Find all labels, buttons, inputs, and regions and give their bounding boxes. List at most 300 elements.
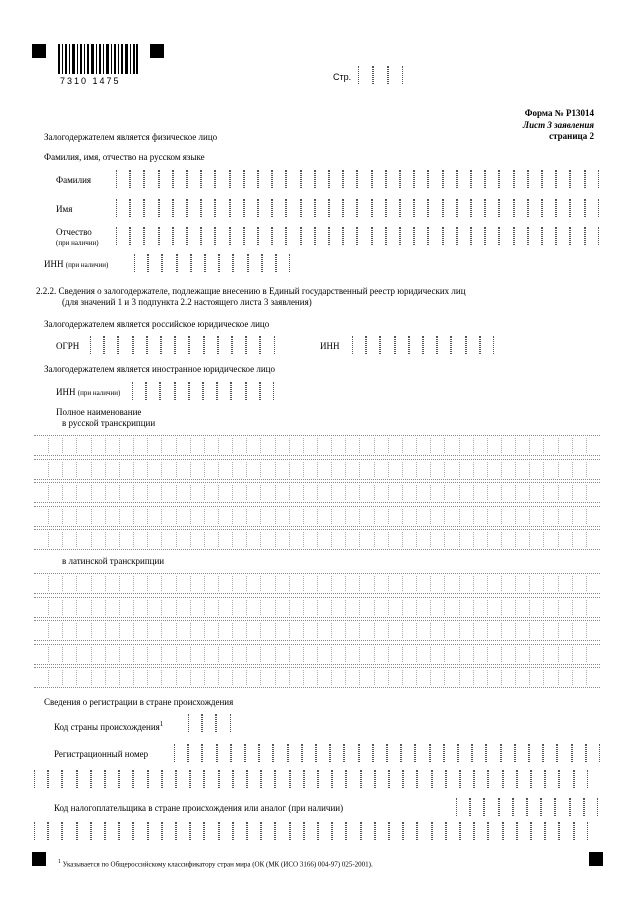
char-cell[interactable]: [286, 227, 300, 245]
char-cell[interactable]: [403, 822, 417, 840]
char-cell[interactable]: [414, 199, 428, 217]
char-cell[interactable]: [217, 382, 231, 400]
char-cell[interactable]: [133, 336, 147, 354]
char-cell[interactable]: [343, 199, 357, 217]
country-code-field[interactable]: [188, 714, 233, 732]
char-cell[interactable]: [460, 822, 474, 840]
char-cell[interactable]: [458, 744, 472, 762]
char-cell[interactable]: [116, 170, 130, 188]
char-cell[interactable]: [118, 336, 132, 354]
char-cell[interactable]: [130, 170, 144, 188]
char-cell[interactable]: [190, 770, 204, 788]
char-cell[interactable]: [301, 227, 315, 245]
char-cell[interactable]: [329, 227, 343, 245]
char-cell[interactable]: [330, 744, 344, 762]
char-cell[interactable]: [146, 382, 160, 400]
char-cell[interactable]: [275, 770, 289, 788]
char-cell[interactable]: [259, 744, 273, 762]
char-cell[interactable]: [162, 822, 176, 840]
char-cell[interactable]: [557, 744, 571, 762]
char-cell[interactable]: [389, 822, 403, 840]
char-cell[interactable]: [474, 770, 488, 788]
reg-number-field-continued[interactable]: [34, 770, 600, 788]
char-cell[interactable]: [346, 822, 360, 840]
char-cell[interactable]: [133, 822, 147, 840]
char-cell[interactable]: [400, 170, 414, 188]
char-cell[interactable]: [457, 199, 471, 217]
char-cell[interactable]: [386, 227, 400, 245]
russian-entity-inn-field[interactable]: [352, 336, 494, 354]
char-cell[interactable]: [545, 770, 559, 788]
reg-number-field[interactable]: [174, 744, 600, 762]
char-cell[interactable]: [91, 770, 105, 788]
char-cell[interactable]: [570, 798, 584, 816]
char-cell[interactable]: [262, 254, 276, 272]
char-cell[interactable]: [486, 744, 500, 762]
char-cell[interactable]: [272, 199, 286, 217]
char-cell[interactable]: [528, 170, 542, 188]
char-cell[interactable]: [302, 744, 316, 762]
char-cell[interactable]: [177, 254, 191, 272]
char-cell[interactable]: [375, 770, 389, 788]
taxpayer-code-field[interactable]: [456, 798, 600, 816]
char-cell[interactable]: [528, 227, 542, 245]
char-cell[interactable]: [357, 199, 371, 217]
char-cell[interactable]: [409, 336, 423, 354]
char-cell[interactable]: [503, 822, 517, 840]
transcription-row[interactable]: [34, 435, 600, 456]
char-cell[interactable]: [372, 227, 386, 245]
char-cell[interactable]: [415, 744, 429, 762]
char-cell[interactable]: [246, 382, 260, 400]
char-cell[interactable]: [423, 336, 437, 354]
char-cell[interactable]: [187, 170, 201, 188]
char-cell[interactable]: [474, 822, 488, 840]
char-cell[interactable]: [542, 199, 556, 217]
char-cell[interactable]: [443, 227, 457, 245]
char-cell[interactable]: [318, 822, 332, 840]
char-cell[interactable]: [202, 714, 216, 732]
char-cell[interactable]: [531, 822, 545, 840]
char-cell[interactable]: [159, 170, 173, 188]
char-cell[interactable]: [389, 770, 403, 788]
char-cell[interactable]: [245, 744, 259, 762]
char-cell[interactable]: [343, 170, 357, 188]
char-cell[interactable]: [288, 744, 302, 762]
char-cell[interactable]: [160, 382, 174, 400]
char-cell[interactable]: [204, 770, 218, 788]
char-cell[interactable]: [148, 770, 162, 788]
char-cell[interactable]: [204, 822, 218, 840]
char-cell[interactable]: [134, 254, 148, 272]
char-cell[interactable]: [556, 227, 570, 245]
char-cell[interactable]: [517, 822, 531, 840]
char-cell[interactable]: [244, 170, 258, 188]
char-cell[interactable]: [261, 770, 275, 788]
char-cell[interactable]: [188, 714, 202, 732]
char-cell[interactable]: [173, 227, 187, 245]
char-cell[interactable]: [62, 770, 76, 788]
char-cell[interactable]: [466, 336, 480, 354]
char-cell[interactable]: [48, 822, 62, 840]
char-cell[interactable]: [275, 822, 289, 840]
char-cell[interactable]: [232, 336, 246, 354]
char-cell[interactable]: [531, 770, 545, 788]
char-cell[interactable]: [344, 744, 358, 762]
char-cell[interactable]: [205, 254, 219, 272]
char-cell[interactable]: [515, 744, 529, 762]
char-cell[interactable]: [443, 170, 457, 188]
char-cell[interactable]: [372, 199, 386, 217]
char-cell[interactable]: [315, 227, 329, 245]
char-cell[interactable]: [246, 336, 260, 354]
char-cell[interactable]: [175, 336, 189, 354]
char-cell[interactable]: [133, 770, 147, 788]
char-cell[interactable]: [90, 336, 104, 354]
char-cell[interactable]: [488, 770, 502, 788]
char-cell[interactable]: [260, 336, 274, 354]
char-cell[interactable]: [529, 744, 543, 762]
char-cell[interactable]: [361, 822, 375, 840]
char-cell[interactable]: [501, 744, 515, 762]
char-cell[interactable]: [189, 382, 203, 400]
char-cell[interactable]: [444, 744, 458, 762]
char-cell[interactable]: [451, 336, 465, 354]
char-cell[interactable]: [401, 744, 415, 762]
char-cell[interactable]: [456, 798, 470, 816]
char-cell[interactable]: [215, 227, 229, 245]
russian-transcription-label: в русской транскрипции: [62, 418, 156, 428]
char-cell[interactable]: [34, 822, 48, 840]
char-cell[interactable]: [248, 254, 262, 272]
char-cell[interactable]: [513, 798, 527, 816]
char-cell[interactable]: [276, 254, 290, 272]
char-cell[interactable]: [132, 382, 146, 400]
char-cell[interactable]: [260, 382, 274, 400]
char-cell[interactable]: [286, 170, 300, 188]
char-cell[interactable]: [191, 254, 205, 272]
char-cell[interactable]: [570, 199, 584, 217]
char-cell[interactable]: [230, 170, 244, 188]
transcription-row[interactable]: [34, 620, 600, 641]
cell-divider: [232, 576, 233, 591]
char-cell[interactable]: [585, 199, 599, 217]
cell-divider: [62, 576, 63, 591]
char-cell[interactable]: [187, 227, 201, 245]
char-cell[interactable]: [189, 336, 203, 354]
char-cell[interactable]: [173, 170, 187, 188]
char-cell[interactable]: [144, 227, 158, 245]
char-cell[interactable]: [301, 199, 315, 217]
char-cell[interactable]: [116, 199, 130, 217]
char-cell[interactable]: [572, 744, 586, 762]
char-cell[interactable]: [585, 170, 599, 188]
char-cell[interactable]: [484, 798, 498, 816]
char-cell[interactable]: [585, 227, 599, 245]
char-cell[interactable]: [119, 822, 133, 840]
char-cell[interactable]: [403, 770, 417, 788]
transcription-row[interactable]: [34, 459, 600, 480]
cell-divider: [303, 600, 304, 615]
char-cell[interactable]: [175, 382, 189, 400]
char-cell[interactable]: [570, 227, 584, 245]
char-cell[interactable]: [130, 199, 144, 217]
ogrn-field[interactable]: [90, 336, 276, 354]
transcription-row[interactable]: [34, 506, 600, 527]
char-cell[interactable]: [586, 744, 600, 762]
char-cell[interactable]: [542, 170, 556, 188]
transcription-row[interactable]: [34, 644, 600, 665]
char-cell[interactable]: [386, 170, 400, 188]
char-cell[interactable]: [357, 170, 371, 188]
char-cell[interactable]: [446, 770, 460, 788]
char-cell[interactable]: [244, 199, 258, 217]
char-cell[interactable]: [471, 227, 485, 245]
char-cell[interactable]: [437, 336, 451, 354]
char-cell[interactable]: [301, 170, 315, 188]
patronymic-field[interactable]: [116, 227, 600, 245]
char-cell[interactable]: [258, 199, 272, 217]
char-cell[interactable]: [366, 336, 380, 354]
char-cell[interactable]: [514, 199, 528, 217]
char-cell[interactable]: [144, 170, 158, 188]
char-cell[interactable]: [187, 199, 201, 217]
char-cell[interactable]: [472, 744, 486, 762]
char-cell[interactable]: [176, 822, 190, 840]
char-cell[interactable]: [201, 170, 215, 188]
char-cell[interactable]: [372, 170, 386, 188]
char-cell[interactable]: [542, 227, 556, 245]
char-cell[interactable]: [215, 199, 229, 217]
char-cell[interactable]: [273, 744, 287, 762]
char-cell[interactable]: [77, 822, 91, 840]
char-cell[interactable]: [34, 770, 48, 788]
name-field[interactable]: [116, 199, 600, 217]
char-cell[interactable]: [457, 170, 471, 188]
char-cell[interactable]: [556, 170, 570, 188]
char-cell[interactable]: [159, 199, 173, 217]
char-cell[interactable]: [428, 170, 442, 188]
char-cell[interactable]: [332, 822, 346, 840]
patronymic-note: (при наличии): [56, 239, 99, 247]
char-cell[interactable]: [304, 822, 318, 840]
char-cell[interactable]: [517, 770, 531, 788]
char-cell[interactable]: [499, 170, 513, 188]
char-cell[interactable]: [503, 770, 517, 788]
char-cell[interactable]: [48, 770, 62, 788]
char-cell[interactable]: [104, 336, 118, 354]
transcription-row[interactable]: [34, 667, 600, 688]
char-cell[interactable]: [555, 798, 569, 816]
char-cell[interactable]: [387, 744, 401, 762]
char-cell[interactable]: [105, 770, 119, 788]
char-cell[interactable]: [380, 336, 394, 354]
char-cell[interactable]: [233, 254, 247, 272]
char-cell[interactable]: [215, 170, 229, 188]
char-cell[interactable]: [316, 744, 330, 762]
char-cell[interactable]: [485, 199, 499, 217]
char-cell[interactable]: [290, 822, 304, 840]
char-cell[interactable]: [499, 199, 513, 217]
individual-inn-field[interactable]: [134, 254, 302, 272]
char-cell[interactable]: [485, 227, 499, 245]
char-cell[interactable]: [428, 199, 442, 217]
char-cell[interactable]: [528, 199, 542, 217]
char-cell[interactable]: [329, 170, 343, 188]
char-cell[interactable]: [574, 770, 588, 788]
transcription-row[interactable]: [34, 482, 600, 503]
char-cell[interactable]: [541, 798, 555, 816]
surname-field[interactable]: [116, 170, 600, 188]
char-cell[interactable]: [261, 822, 275, 840]
char-cell[interactable]: [361, 770, 375, 788]
char-cell[interactable]: [162, 770, 176, 788]
char-cell[interactable]: [543, 744, 557, 762]
transcription-row[interactable]: [34, 529, 600, 550]
char-cell[interactable]: [290, 770, 304, 788]
char-cell[interactable]: [559, 770, 573, 788]
char-cell[interactable]: [217, 744, 231, 762]
char-cell[interactable]: [162, 254, 176, 272]
char-cell[interactable]: [315, 199, 329, 217]
char-cell[interactable]: [414, 170, 428, 188]
char-cell[interactable]: [400, 227, 414, 245]
char-cell[interactable]: [499, 798, 513, 816]
char-cell[interactable]: [556, 199, 570, 217]
char-cell[interactable]: [159, 227, 173, 245]
char-cell[interactable]: [148, 822, 162, 840]
char-cell[interactable]: [428, 227, 442, 245]
char-cell[interactable]: [417, 822, 431, 840]
char-cell[interactable]: [190, 822, 204, 840]
char-cell[interactable]: [499, 227, 513, 245]
char-cell[interactable]: [352, 336, 366, 354]
char-cell[interactable]: [231, 382, 245, 400]
char-cell[interactable]: [460, 770, 474, 788]
char-cell[interactable]: [161, 336, 175, 354]
char-cell[interactable]: [201, 227, 215, 245]
cell-divider: [572, 600, 573, 615]
char-cell[interactable]: [584, 798, 598, 816]
char-cell[interactable]: [329, 199, 343, 217]
char-cell[interactable]: [417, 770, 431, 788]
char-cell[interactable]: [219, 770, 233, 788]
char-cell[interactable]: [144, 199, 158, 217]
char-cell[interactable]: [457, 227, 471, 245]
cell-divider: [543, 647, 544, 662]
char-cell[interactable]: [230, 199, 244, 217]
char-cell[interactable]: [174, 744, 188, 762]
char-cell[interactable]: [570, 170, 584, 188]
char-cell[interactable]: [527, 798, 541, 816]
char-cell[interactable]: [395, 336, 409, 354]
char-cell[interactable]: [204, 336, 218, 354]
char-cell[interactable]: [216, 714, 230, 732]
char-cell[interactable]: [77, 770, 91, 788]
char-cell[interactable]: [432, 770, 446, 788]
char-cell[interactable]: [318, 770, 332, 788]
char-cell[interactable]: [202, 744, 216, 762]
char-cell[interactable]: [373, 744, 387, 762]
char-cell[interactable]: [414, 227, 428, 245]
char-cell[interactable]: [105, 822, 119, 840]
char-cell[interactable]: [485, 170, 499, 188]
char-cell[interactable]: [272, 170, 286, 188]
foreign-entity-inn-field[interactable]: [132, 382, 276, 400]
transcription-row[interactable]: [34, 573, 600, 594]
char-cell[interactable]: [514, 170, 528, 188]
char-cell[interactable]: [233, 770, 247, 788]
char-cell[interactable]: [219, 254, 233, 272]
char-cell[interactable]: [357, 227, 371, 245]
char-cell[interactable]: [258, 227, 272, 245]
char-cell[interactable]: [430, 744, 444, 762]
char-cell[interactable]: [471, 170, 485, 188]
char-cell[interactable]: [173, 199, 187, 217]
char-cell[interactable]: [188, 744, 202, 762]
char-cell[interactable]: [375, 822, 389, 840]
cell-divider: [572, 623, 573, 638]
char-cell[interactable]: [148, 254, 162, 272]
page-number-field[interactable]: [358, 66, 403, 84]
char-cell[interactable]: [443, 199, 457, 217]
char-cell[interactable]: [346, 770, 360, 788]
char-cell[interactable]: [286, 199, 300, 217]
char-cell[interactable]: [218, 336, 232, 354]
char-cell[interactable]: [574, 822, 588, 840]
char-cell[interactable]: [480, 336, 494, 354]
char-cell[interactable]: [315, 170, 329, 188]
char-cell[interactable]: [470, 798, 484, 816]
char-cell[interactable]: [147, 336, 161, 354]
char-cell[interactable]: [219, 822, 233, 840]
char-cell[interactable]: [247, 770, 261, 788]
char-cell[interactable]: [332, 770, 346, 788]
cell-divider: [359, 438, 360, 453]
char-cell[interactable]: [91, 822, 105, 840]
char-cell[interactable]: [119, 770, 133, 788]
transcription-row[interactable]: [34, 597, 600, 618]
char-cell[interactable]: [471, 199, 485, 217]
char-cell[interactable]: [304, 770, 318, 788]
char-cell[interactable]: [62, 822, 76, 840]
cell-divider: [275, 532, 276, 547]
char-cell[interactable]: [400, 199, 414, 217]
char-cell[interactable]: [176, 770, 190, 788]
taxpayer-code-field-continued[interactable]: [34, 822, 600, 840]
char-cell[interactable]: [203, 382, 217, 400]
char-cell[interactable]: [432, 822, 446, 840]
char-cell[interactable]: [514, 227, 528, 245]
char-cell[interactable]: [488, 822, 502, 840]
char-cell[interactable]: [386, 199, 400, 217]
char-cell[interactable]: [343, 227, 357, 245]
char-cell[interactable]: [201, 199, 215, 217]
char-cell[interactable]: [359, 744, 373, 762]
char-cell[interactable]: [233, 822, 247, 840]
char-cell[interactable]: [230, 227, 244, 245]
char-cell[interactable]: [258, 170, 272, 188]
char-cell[interactable]: [446, 822, 460, 840]
char-cell[interactable]: [559, 822, 573, 840]
char-cell[interactable]: [116, 227, 130, 245]
char-cell[interactable]: [130, 227, 144, 245]
char-cell[interactable]: [231, 744, 245, 762]
char-cell[interactable]: [272, 227, 286, 245]
char-cell[interactable]: [545, 822, 559, 840]
char-cell[interactable]: [247, 822, 261, 840]
char-cell[interactable]: [244, 227, 258, 245]
